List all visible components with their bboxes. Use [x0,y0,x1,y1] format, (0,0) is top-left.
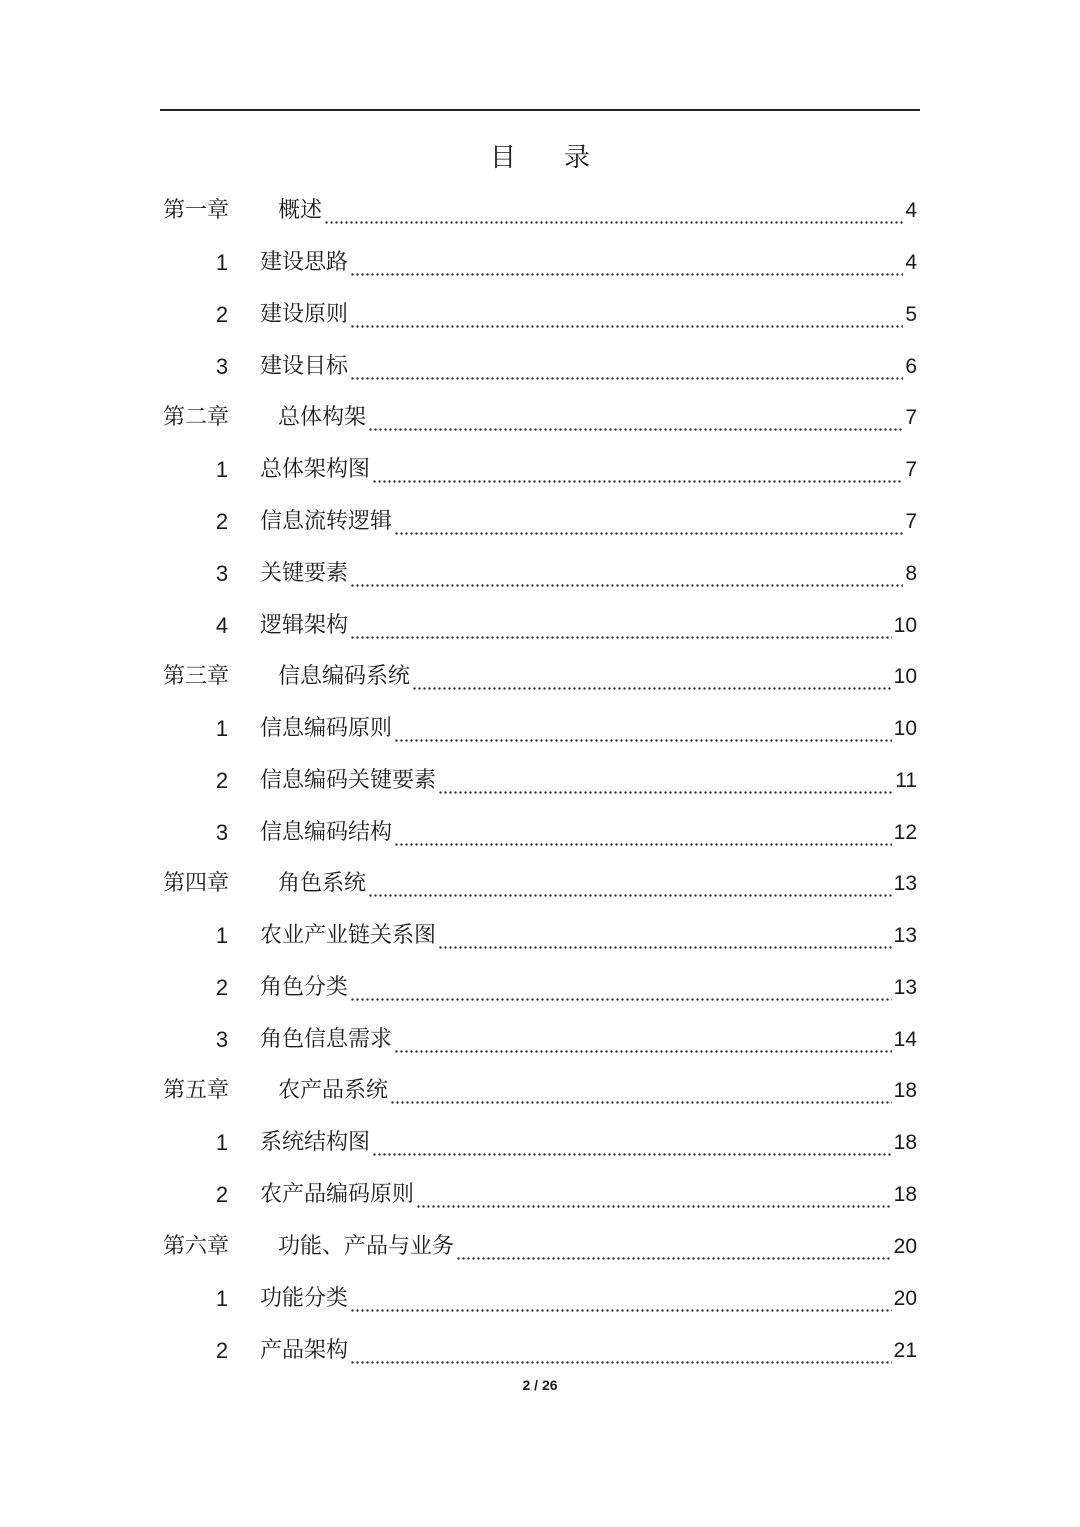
toc-section-title: 信息流转逻辑 [260,509,393,534]
toc-section-6-1[interactable] [0,1273,1080,1325]
toc-section-title: 信息编码关键要素 [260,768,437,793]
toc-section-number: 2 [215,975,229,1000]
toc-section-2-4[interactable] [0,600,1080,652]
toc-section-number: 3 [215,820,229,845]
toc-chapter-4[interactable] [0,858,1080,910]
dot-leader [350,1325,892,1377]
toc-section-title: 产品架构 [260,1338,349,1363]
toc-page-number: 8 [905,562,917,585]
toc-section-1-2[interactable] [0,289,1080,341]
toc-section-title: 角色分类 [260,975,349,1000]
toc-section-title: 总体架构图 [260,457,371,482]
toc-section-number: 1 [215,457,229,482]
toc-page-number: 4 [905,199,917,222]
toc-section-5-1[interactable] [0,1117,1080,1169]
toc-section-3-2[interactable] [0,755,1080,807]
toc-section-1-1[interactable] [0,237,1080,289]
toc-page-number: 20 [893,1287,917,1310]
toc-page-number: 14 [893,1028,917,1051]
dot-leader [372,444,903,496]
dot-leader [350,548,903,600]
toc-section-number: 2 [215,1182,229,1207]
toc-section-number: 3 [215,1027,229,1052]
toc-page-number: 13 [893,872,917,895]
toc-section-title: 建设原则 [260,302,349,327]
dot-leader [390,1065,892,1117]
dot-leader [416,1169,892,1221]
toc-page-number: 10 [893,614,917,637]
toc-section-title: 关键要素 [260,561,349,586]
toc-chapter-title: 总体构架 [278,405,367,430]
toc-page-number: 11 [895,769,917,792]
toc-chapter-5[interactable] [0,1065,1080,1117]
toc-section-title: 建设思路 [260,250,349,275]
toc-page-number: 18 [893,1183,917,1206]
dot-leader [324,185,903,237]
toc-section-2-1[interactable] [0,444,1080,496]
toc-section-5-2[interactable] [0,1169,1080,1221]
toc-section-number: 2 [215,509,229,534]
toc-chapter-2[interactable] [0,392,1080,444]
dot-leader [438,755,893,807]
toc-section-title: 系统结构图 [260,1130,371,1155]
toc-page-number: 18 [893,1131,917,1154]
toc-section-number: 2 [215,302,229,327]
toc-page-number: 20 [893,1235,917,1258]
toc-page-number: 12 [893,821,917,844]
toc-chapter-number: 第三章 [163,664,230,689]
dot-leader [394,496,903,548]
dot-leader [350,962,892,1014]
toc-section-title: 功能分类 [260,1286,349,1311]
toc-section-2-3[interactable] [0,548,1080,600]
toc-page-number: 7 [905,406,917,429]
toc-section-3-3[interactable] [0,807,1080,859]
dot-leader [394,703,892,755]
toc-chapter-1[interactable] [0,185,1080,237]
toc-page-number: 18 [893,1079,917,1102]
dot-leader [350,1273,892,1325]
toc-section-4-2[interactable] [0,962,1080,1014]
toc-section-title: 建设目标 [260,354,349,379]
toc-page-number: 7 [905,510,917,533]
dot-leader [350,600,892,652]
dot-leader [394,1014,892,1066]
toc-section-number: 1 [215,716,229,741]
toc-section-number: 1 [215,923,229,948]
toc-page-number: 21 [893,1339,917,1362]
toc-section-number: 1 [215,250,229,275]
toc-section-2-2[interactable] [0,496,1080,548]
toc-section-number: 3 [215,561,229,586]
toc-section-title: 信息编码结构 [260,820,393,845]
toc-chapter-title: 农产品系统 [278,1078,389,1103]
header-rule [160,109,920,111]
toc-section-title: 信息编码原则 [260,716,393,741]
dot-leader [438,910,892,962]
dot-leader [412,651,892,703]
toc-page-number: 6 [905,355,917,378]
toc-section-number: 3 [215,354,229,379]
toc-section-1-3[interactable] [0,341,1080,393]
toc-chapter-number: 第五章 [163,1078,230,1103]
toc-page-number: 10 [893,665,917,688]
toc-section-6-2[interactable] [0,1325,1080,1377]
toc-section-title: 角色信息需求 [260,1027,393,1052]
toc-chapter-3[interactable] [0,651,1080,703]
toc-section-title: 农业产业链关系图 [260,923,437,948]
page-footer: 2 / 26 [522,1377,558,1393]
dot-leader [456,1221,892,1273]
dot-leader [350,237,903,289]
toc-chapter-title: 概述 [278,198,323,223]
toc-section-number: 1 [215,1286,229,1311]
dot-leader [372,1117,892,1169]
toc-section-3-1[interactable] [0,703,1080,755]
toc-chapter-number: 第二章 [163,405,230,430]
toc-chapter-number: 第六章 [163,1234,230,1259]
dot-leader [350,289,903,341]
toc-section-number: 2 [215,768,229,793]
toc-chapter-number: 第四章 [163,871,230,896]
toc-page-number: 10 [893,717,917,740]
toc-page-number: 13 [893,924,917,947]
toc-chapter-title: 信息编码系统 [278,664,411,689]
toc-section-title: 农产品编码原则 [260,1182,415,1207]
toc-page-number: 7 [905,458,917,481]
dot-leader [368,858,892,910]
dot-leader [368,392,903,444]
toc-page-number: 13 [893,976,917,999]
toc-section-number: 1 [215,1130,229,1155]
dot-leader [394,807,892,859]
toc-chapter-title: 功能、产品与业务 [278,1234,455,1259]
toc-section-4-3[interactable] [0,1014,1080,1066]
toc-title: 目录 [489,143,638,173]
toc-page-number: 5 [905,303,917,326]
toc-section-number: 2 [215,1338,229,1363]
toc-section-number: 4 [215,613,229,638]
dot-leader [350,341,903,393]
toc-chapter-number: 第一章 [163,198,230,223]
toc-chapter-title: 角色系统 [278,871,367,896]
toc-page-number: 4 [905,251,917,274]
toc-section-4-1[interactable] [0,910,1080,962]
toc-chapter-6[interactable] [0,1221,1080,1273]
toc-section-title: 逻辑架构 [260,613,349,638]
